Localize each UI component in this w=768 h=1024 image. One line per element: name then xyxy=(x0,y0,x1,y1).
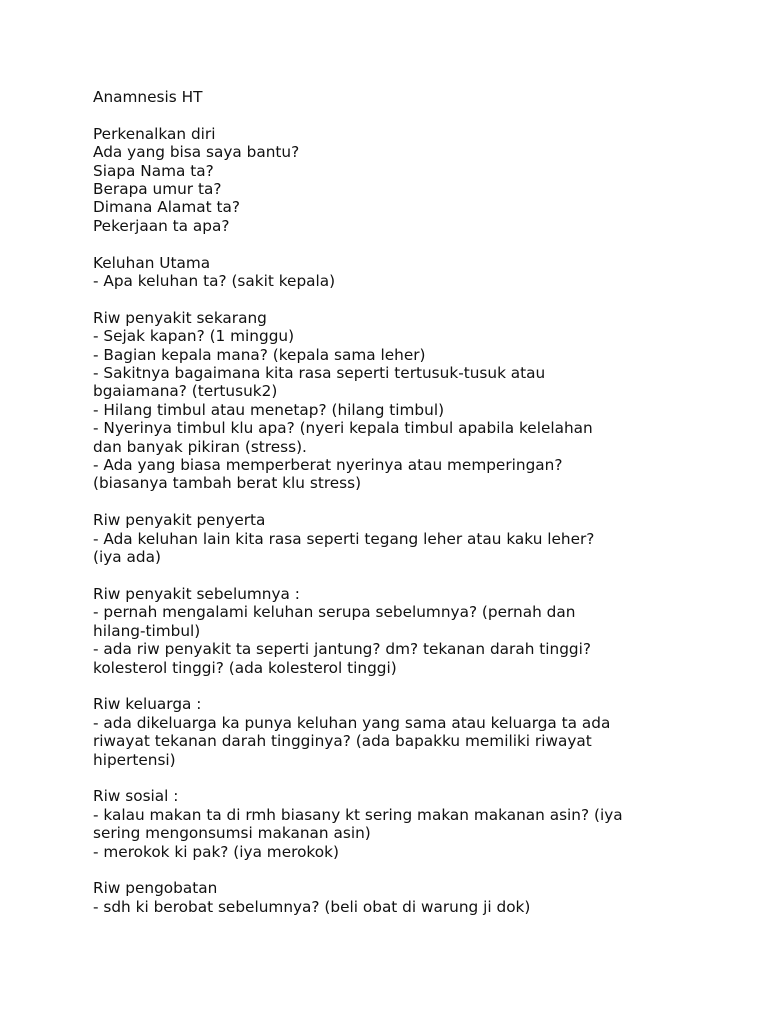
section-line: hilang-timbul) xyxy=(93,621,201,640)
section-line: - Sakitnya bagaimana kita rasa seperti tertusuk-tusuk atau xyxy=(93,364,546,383)
section-heading: Riw sosial : xyxy=(93,787,179,806)
section-line: - ada dikeluarga ka punya keluhan yang sama atau keluarga ta ada xyxy=(93,713,611,732)
document-title-block xyxy=(93,88,733,106)
section-heading: Riw keluarga : xyxy=(93,695,202,714)
document-title: Anamnesis HT xyxy=(93,88,203,106)
section-line: - Sejak kapan? (1 minggu) xyxy=(93,327,295,346)
riw-penyakit-penyerta-section xyxy=(93,511,733,566)
riw-keluarga-section xyxy=(93,695,733,769)
riw-sosial-section xyxy=(93,787,733,861)
section-line: Berapa umur ta? xyxy=(93,180,222,199)
riw-penyakit-sebelumnya-section xyxy=(93,585,733,677)
section-line: Pekerjaan ta apa? xyxy=(93,216,230,235)
intro-section xyxy=(93,125,733,235)
section-heading: Riw penyakit sebelumnya : xyxy=(93,584,300,603)
sections-container xyxy=(93,125,733,916)
section-line: kolesterol tinggi? (ada kolesterol tinggi) xyxy=(93,658,397,677)
section-line: hipertensi) xyxy=(93,750,176,769)
section-line: Ada yang bisa saya bantu? xyxy=(93,143,300,162)
section-line: bgaiamana? (tertusuk2) xyxy=(93,382,278,401)
section-heading: Keluhan Utama xyxy=(93,253,211,272)
section-line: (iya ada) xyxy=(93,548,161,567)
section-line: - Apa keluhan ta? (sakit kepala) xyxy=(93,272,336,291)
section-line: - Nyerinya timbul klu apa? (nyeri kepala timbul apabila kelelahan xyxy=(93,419,593,438)
section-line: - Ada keluhan lain kita rasa seperti tegang leher atau kaku leher? xyxy=(93,529,595,548)
section-line: - sdh ki berobat sebelumnya? (beli obat di warung ji dok) xyxy=(93,897,531,916)
document-body xyxy=(93,88,733,935)
section-line: - pernah mengalami keluhan serupa sebelumnya? (pernah dan xyxy=(93,603,576,622)
riw-penyakit-sekarang-section xyxy=(93,309,733,493)
section-heading: Riw pengobatan xyxy=(93,879,218,898)
section-line: - Bagian kepala mana? (kepala sama leher) xyxy=(93,345,426,364)
section-heading: Riw penyakit penyerta xyxy=(93,511,266,530)
section-line: - merokok ki pak? (iya merokok) xyxy=(93,842,339,861)
section-line: riwayat tekanan darah tingginya? (ada bapakku memiliki riwayat xyxy=(93,732,592,751)
section-heading: Riw penyakit sekarang xyxy=(93,308,267,327)
section-line: Dimana Alamat ta? xyxy=(93,198,240,217)
section-line: (biasanya tambah berat klu stress) xyxy=(93,474,362,493)
keluhan-utama-section xyxy=(93,254,733,291)
section-heading: Perkenalkan diri xyxy=(93,124,216,143)
section-line: dan banyak pikiran (stress). xyxy=(93,437,307,456)
section-line: Siapa Nama ta? xyxy=(93,161,214,180)
section-line: - kalau makan ta di rmh biasany kt sering makan makanan asin? (iya xyxy=(93,805,623,824)
section-line: - Hilang timbul atau menetap? (hilang timbul) xyxy=(93,400,445,419)
section-line: - Ada yang biasa memperberat nyerinya atau memperingan? xyxy=(93,456,563,475)
riw-pengobatan-section xyxy=(93,879,733,916)
section-line: sering mengonsumsi makanan asin) xyxy=(93,824,371,843)
section-line: - ada riw penyakit ta seperti jantung? dm? tekanan darah tinggi? xyxy=(93,640,591,659)
